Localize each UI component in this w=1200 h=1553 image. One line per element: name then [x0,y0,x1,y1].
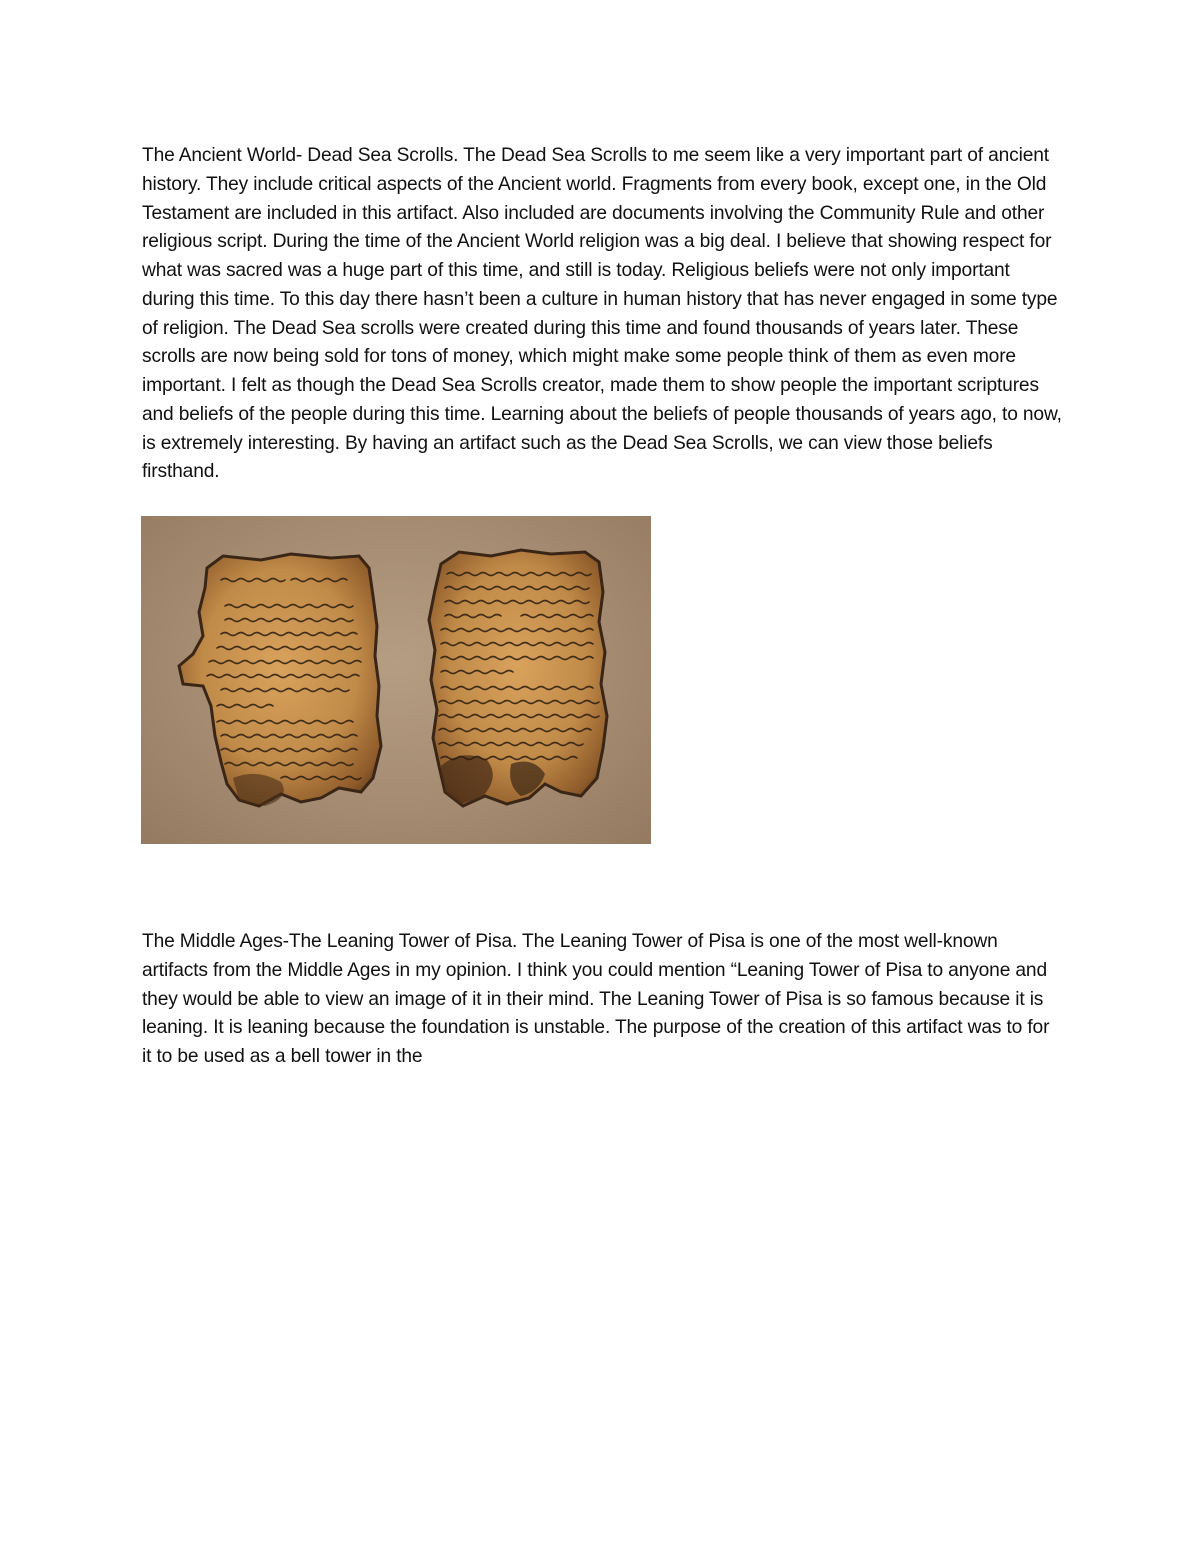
dead-sea-scrolls-illustration [141,516,651,844]
scroll-fragment-left [179,554,381,806]
paragraph-middle-ages: The Middle Ages-The Leaning Tower of Pisa. The Leaning Tower of Pisa is one of the most well-known artifacts from the Middle Ages in my opinion. I think you could mention “Leaning Tower of Pisa to anyone and they would be able to view an image of it in their mind. The Leaning Tower of Pisa is so famous because it is leaning. It is leaning because the foundation is unstable. The purpose of the creation of this artifact was to for it to be used as a bell tower in the [142,931,1050,1067]
dead-sea-scrolls-photo [141,516,651,844]
paragraph-ancient-world: The Ancient World- Dead Sea Scrolls. The Dead Sea Scrolls to me seem like a very important part of ancient history. They include critical aspects of the Ancient world. Fragments from every book, except one, in the Old Testament are included in this artifact. Also included are documents involving the Community Rule and other religious script. During the time of the Ancient World religion was a big deal. I believe that showing respect for what was sacred was a huge part of this time, and still is today. Religious beliefs were not only important during this time. To this day there hasn’t been a culture in human history that has never engaged in some type of religion. The Dead Sea scrolls were created during this time and found thousands of years later. These scrolls are now being sold for tons of money, which might make some people think of them as even more important. I felt as though the Dead Sea Scrolls creator, made them to show people the important scriptures and beliefs of the people during this time. Learning about the beliefs of people thousands of years ago, to now, is extremely interesting. By having an artifact such as the Dead Sea Scrolls, we can view those beliefs firsthand. [142,145,1062,483]
